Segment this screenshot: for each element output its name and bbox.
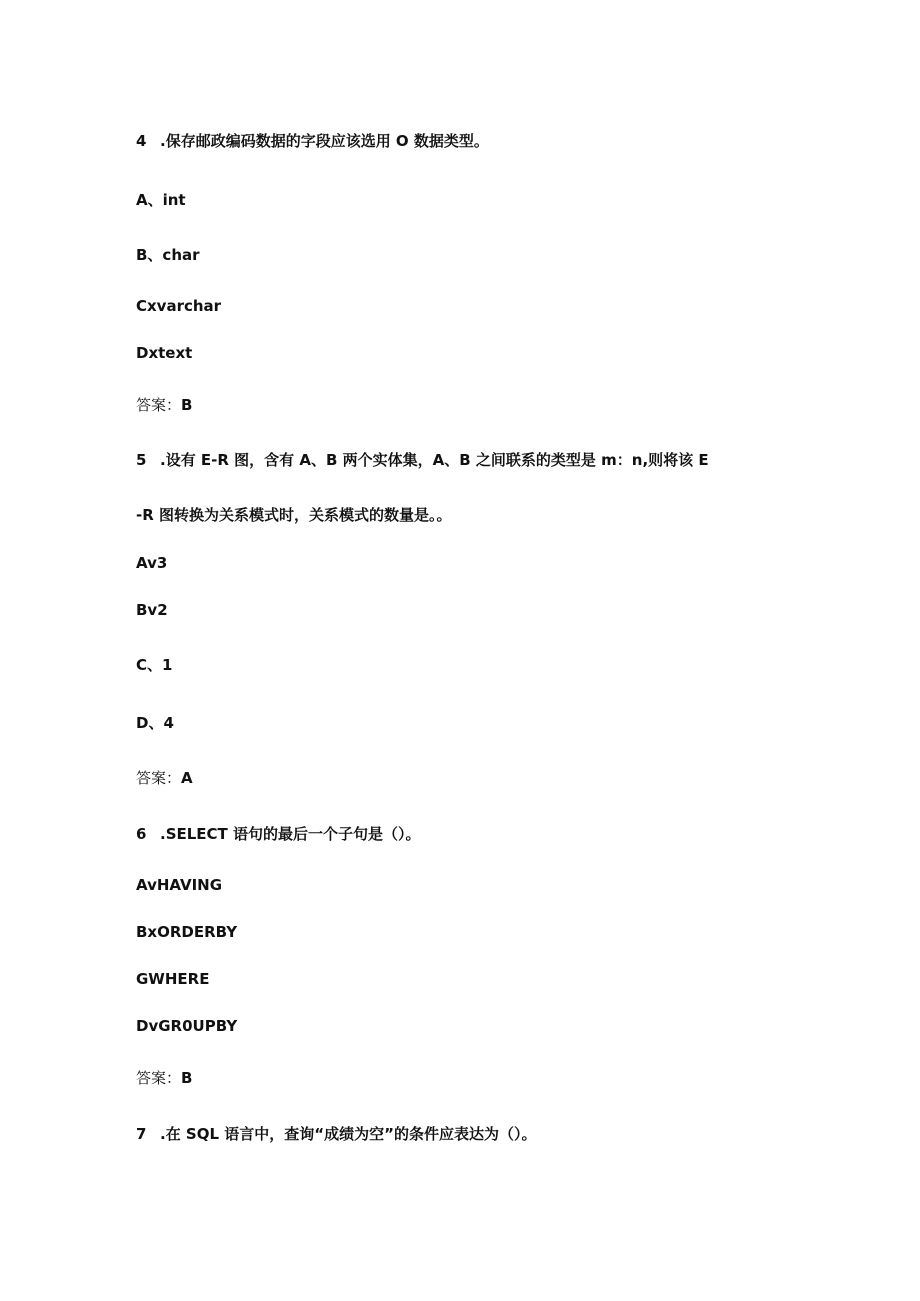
answer-label: 答案： xyxy=(136,769,182,787)
answer xyxy=(136,1068,192,1088)
question-text: .保存邮政编码数据的字段应该选用 O 数据类型。 xyxy=(160,132,489,150)
answer-value: B xyxy=(181,1069,193,1087)
question-number: 4 xyxy=(136,132,147,150)
question-5 xyxy=(136,450,709,470)
answer-value: A xyxy=(181,769,193,787)
question-text: .设有 E-R 图，含有 A、B 两个实体集，A、B 之间联系的类型是 m：n,则将该 E xyxy=(160,451,709,469)
option-c: GWHERE xyxy=(136,970,210,988)
option-d: D、4 xyxy=(136,714,174,732)
question-text-continued: -R 图转换为关系模式时，关系模式的数量是。。 xyxy=(136,506,452,524)
question-text: .在 SQL 语言中，查询“成绩为空”的条件应表达为（）。 xyxy=(160,1125,537,1143)
option-b: B、char xyxy=(136,246,200,264)
option-a: Av3 xyxy=(136,554,168,572)
answer-value: B xyxy=(181,396,193,414)
answer-label: 答案： xyxy=(136,396,182,414)
option-a: A、int xyxy=(136,191,186,209)
question-4 xyxy=(136,131,489,151)
option-c: C、1 xyxy=(136,656,173,674)
question-7 xyxy=(136,1124,536,1144)
answer xyxy=(136,395,192,415)
option-c: Cxvarchar xyxy=(136,297,222,315)
question-number: 5 xyxy=(136,451,147,469)
option-d: DvGR0UPBY xyxy=(136,1017,238,1035)
question-number: 6 xyxy=(136,825,147,843)
option-b: Bv2 xyxy=(136,601,168,619)
answer-label: 答案： xyxy=(136,1069,182,1087)
option-d: Dxtext xyxy=(136,344,193,362)
answer xyxy=(136,768,193,788)
question-number: 7 xyxy=(136,1125,147,1143)
question-6 xyxy=(136,824,421,844)
option-a: AvHAVING xyxy=(136,876,223,894)
option-b: BxORDERBY xyxy=(136,923,238,941)
question-text: .SELECT 语句的最后一个子句是（）。 xyxy=(160,825,421,843)
